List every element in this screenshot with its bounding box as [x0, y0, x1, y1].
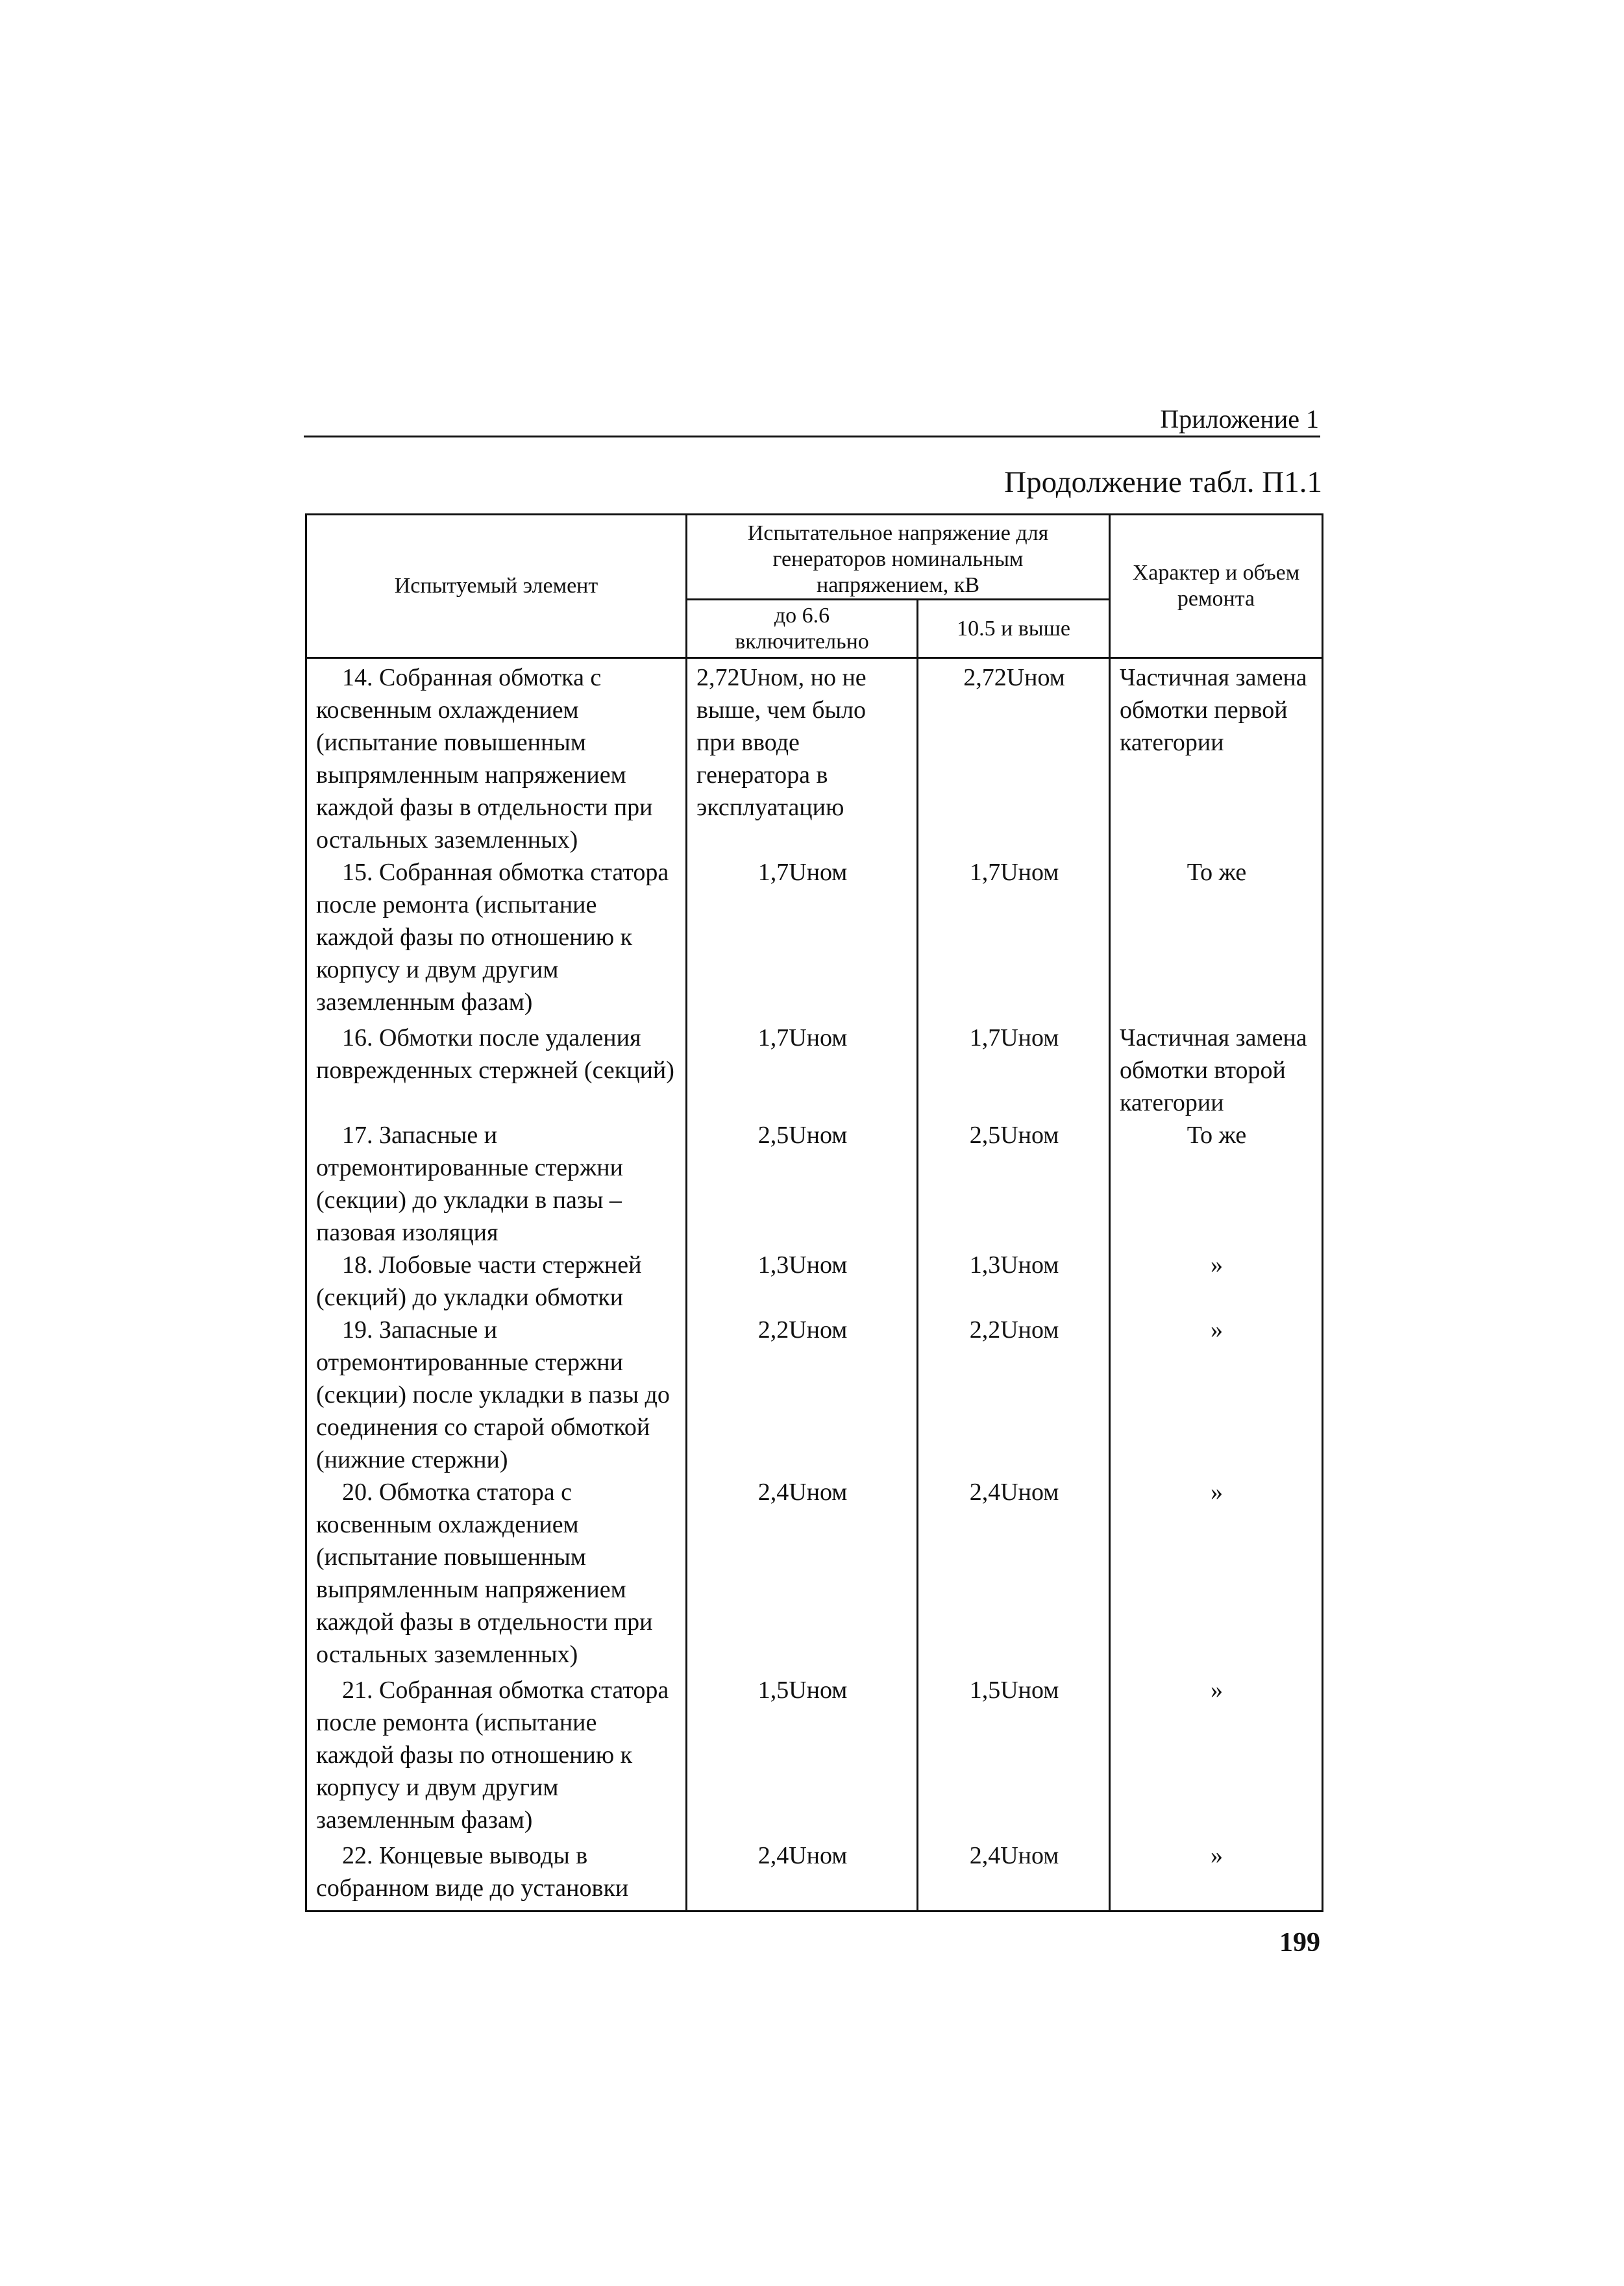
- column-header-voltage-group: Испытательное напряжение для генераторов номинальным напряжением, кВ: [687, 515, 1110, 600]
- table-row: [306, 856, 1323, 1022]
- cell-element-text: 20. Обмотка статора с косвенным охлаждением (испытание повышенным выпрямленным напряжением каждой фазы в отдельности при остальных заземленных): [316, 1479, 653, 1668]
- page-number: 199: [1279, 1928, 1320, 1958]
- cell-repair: Частичная замена обмотки второй категории: [1110, 1022, 1323, 1119]
- table-row: [306, 1119, 1323, 1249]
- cell-voltage-high: 2,4Uном: [918, 1839, 1110, 1911]
- cell-repair: То же: [1110, 856, 1323, 1022]
- cell-voltage-low: 2,4Uном: [687, 1476, 918, 1674]
- table-header: [306, 515, 1323, 658]
- cell-element-text: 21. Собранная обмотка статора после ремонта (испытание каждой фазы по отношению к корпусу и двум другим заземленным фазам): [316, 1677, 669, 1834]
- cell-element: [306, 856, 687, 1022]
- cell-element-text: 22. Концевые выводы в собранном виде до установки: [316, 1842, 629, 1902]
- cell-element: [306, 1249, 687, 1314]
- cell-repair: »: [1110, 1249, 1323, 1314]
- cell-element: [306, 1674, 687, 1839]
- cell-element: [306, 1314, 687, 1476]
- column-header-voltage-high: 10.5 и выше: [918, 600, 1110, 658]
- cell-repair: »: [1110, 1674, 1323, 1839]
- cell-voltage-low: 2,5Uном: [687, 1119, 918, 1249]
- cell-element: [306, 1476, 687, 1674]
- table-row: [306, 1022, 1323, 1119]
- cell-voltage-low: 1,7Uном: [687, 1022, 918, 1119]
- appendix-label: Приложение 1: [1160, 404, 1319, 434]
- cell-element: [306, 1022, 687, 1119]
- cell-voltage-high: 1,7Uном: [918, 856, 1110, 1022]
- table-row: [306, 1476, 1323, 1674]
- cell-voltage-low: 1,5Uном: [687, 1674, 918, 1839]
- table-continuation-label: Продолжение табл. П1.1: [1004, 465, 1322, 499]
- cell-element-text: 15. Собранная обмотка статора после ремонта (испытание каждой фазы по отношению к корпусу и двум другим заземленным фазам): [316, 859, 669, 1016]
- cell-voltage-high: 1,7Uном: [918, 1022, 1110, 1119]
- column-header-voltage-low: до 6.6 включительно: [687, 600, 918, 658]
- cell-element-text: 14. Собранная обмотка с косвенным охлаждением (испытание повышенным выпрямленным напряжением каждой фазы в отдельности при остальных заземленных): [316, 664, 653, 854]
- cell-repair: Частичная замена обмотки первой категории: [1110, 658, 1323, 857]
- cell-repair: »: [1110, 1476, 1323, 1674]
- cell-element-text: 18. Лобовые части стержней (секций) до укладки обмотки: [316, 1251, 642, 1311]
- cell-voltage-low: 2,2Uном: [687, 1314, 918, 1476]
- column-header-element: Испытуемый элемент: [306, 515, 687, 658]
- cell-voltage-high: 2,5Uном: [918, 1119, 1110, 1249]
- cell-element: [306, 1839, 687, 1911]
- cell-element-text: 19. Запасные и отремонтированные стержни (секции) после укладки в пазы до соединения со старой обмоткой (нижние стержни): [316, 1316, 670, 1473]
- cell-voltage-high: 2,2Uном: [918, 1314, 1110, 1476]
- cell-voltage-low: 2,4Uном: [687, 1839, 918, 1911]
- cell-element: [306, 1119, 687, 1249]
- cell-voltage-low: 1,7Uном: [687, 856, 918, 1022]
- cell-element-text: 17. Запасные и отремонтированные стержни (секции) до укладки в пазы – пазовая изоляция: [316, 1122, 623, 1246]
- table-row: [306, 1839, 1323, 1911]
- header-divider: [304, 436, 1320, 437]
- table-row: [306, 1249, 1323, 1314]
- cell-repair: »: [1110, 1314, 1323, 1476]
- cell-voltage-high: 1,5Uном: [918, 1674, 1110, 1839]
- column-header-repair: Характер и объем ремонта: [1110, 515, 1323, 658]
- cell-repair: То же: [1110, 1119, 1323, 1249]
- test-voltage-table: [305, 513, 1323, 1912]
- cell-element-text: 16. Обмотки после удаления поврежденных стержней (секций): [316, 1024, 674, 1084]
- cell-repair: »: [1110, 1839, 1323, 1911]
- table-body: [306, 658, 1323, 1911]
- cell-voltage-high: 2,72Uном: [918, 658, 1110, 857]
- cell-voltage-high: 1,3Uном: [918, 1249, 1110, 1314]
- table-row: [306, 1314, 1323, 1476]
- cell-element: [306, 658, 687, 857]
- table-row: [306, 658, 1323, 857]
- cell-voltage-low: 2,72Uном, но не выше, чем было при вводе генератора в эксплуатацию: [687, 658, 918, 857]
- cell-voltage-high: 2,4Uном: [918, 1476, 1110, 1674]
- cell-voltage-low: 1,3Uном: [687, 1249, 918, 1314]
- table-row: [306, 1674, 1323, 1839]
